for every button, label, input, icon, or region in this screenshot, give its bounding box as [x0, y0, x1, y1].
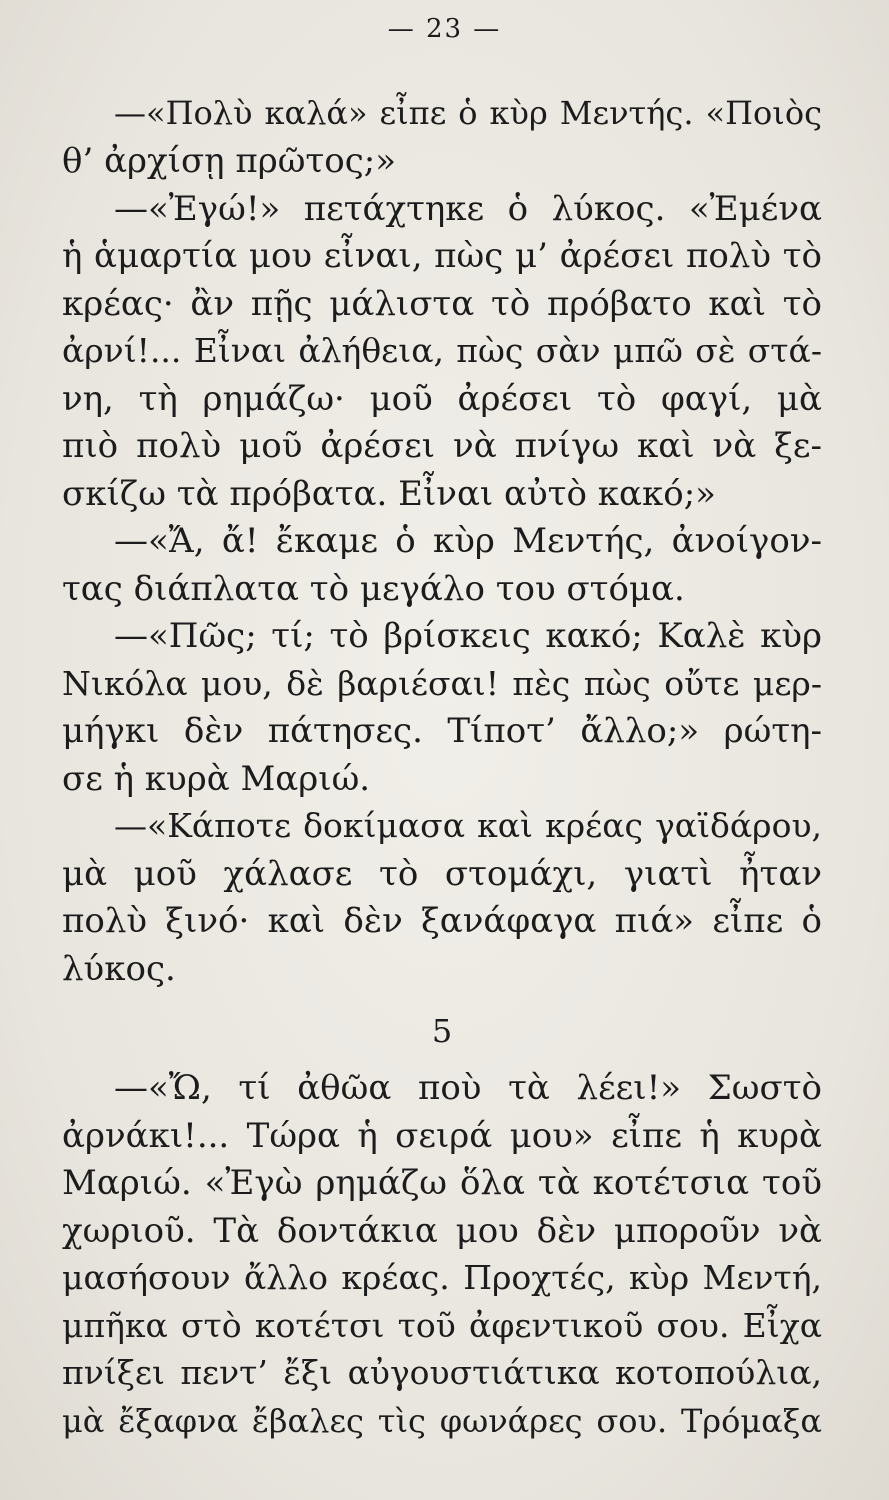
text-line: Νικόλα μου, δὲ βαριέσαι! πὲς πὼς οὔτε μερ- — [62, 664, 822, 703]
text-line: πολὺ ξινό· καὶ δὲν ξανάφαγα πιά» εἶπε ὁ — [62, 901, 822, 941]
text-line: μήγκι δὲν πάτησες. Τίποτ’ ἄλλο;» ρώτη- — [62, 711, 822, 751]
page-number: — 23 — — [387, 14, 502, 44]
text-line: λύκος. — [62, 949, 176, 989]
text-line: μὰ ἔξαφνα ἔβαλες τὶς φωνάρες σου. Τρόμαξα — [62, 1402, 822, 1440]
text-line: ἡ ἁμαρτία μου εἶναι, πὼς μ’ ἀρέσει πολὺ τὸ — [62, 236, 822, 276]
text-line: Μαριώ. «Ἐγὼ ρημάζω ὅλα τὰ κοτέτσια τοῦ — [62, 1163, 822, 1203]
section-number: 5 — [431, 1012, 453, 1050]
text-line: σκίζω τὰ πρόβατα. Εἶναι αὐτὸ κακό;» — [62, 474, 716, 514]
text-line: θ’ ἀρχίσῃ πρῶτος;» — [62, 141, 396, 181]
text-line: μὰ μοῦ χάλασε τὸ στομάχι, γιατὶ ἦταν — [62, 854, 822, 894]
text-line: —«Πῶς; τί; τὸ βρίσκεις κακό; Καλὲ κὺρ — [114, 616, 822, 656]
text-line: μπῆκα στὸ κοτέτσι τοῦ ἀφεντικοῦ σου. Εἶχα — [62, 1306, 822, 1345]
text-line: —«Πολὺ καλά» εἶπε ὁ κὺρ Μεντής. «Ποιὸς — [114, 94, 822, 132]
text-line: σε ἡ κυρὰ Μαριώ. — [62, 759, 371, 799]
text-line: νη, τὴ ρημάζω· μοῦ ἀρέσει τὸ φαγί, μὰ — [62, 379, 822, 419]
text-line: —«Ἄ, ἄ! ἔκαμε ὁ κὺρ Μεντής, ἀνοίγον- — [114, 521, 822, 561]
text-line: —«Ὤ, τί ἀθῶα ποὺ τὰ λέει!» Σωστὸ — [114, 1068, 822, 1108]
text-line: χωριοῦ. Τὰ δοντάκια μου δὲν μποροῦν νὰ — [62, 1211, 822, 1251]
text-line: πνίξει πεντ’ ἔξι αὐγουστιάτικα κοτοπούλια, — [62, 1353, 822, 1392]
text-line: —«Κάποτε δοκίμασα καὶ κρέας γαϊδάρου, — [114, 806, 822, 845]
text-line: ἀρνάκι!... Τώρα ἡ σειρά μου» εἶπε ἡ κυρὰ — [62, 1116, 822, 1156]
text-line: ἀρνί!... Εἶναι ἀλήθεια, πὼς σὰν μπῶ σὲ στά- — [62, 331, 822, 370]
text-line: πιὸ πολὺ μοῦ ἀρέσει νὰ πνίγω καὶ νὰ ξε- — [62, 426, 822, 466]
text-line: κρέας· ἂν πῇς μάλιστα τὸ πρόβατο καὶ τὸ — [62, 284, 822, 324]
text-line: —«Ἐγώ!» πετάχτηκε ὁ λύκος. «Ἐμένα — [114, 189, 822, 229]
text-line: μασήσουν ἄλλο κρέας. Προχτές, κὺρ Μεντή, — [62, 1258, 822, 1297]
text-line: τας διάπλατα τὸ μεγάλο του στόμα. — [62, 569, 685, 609]
